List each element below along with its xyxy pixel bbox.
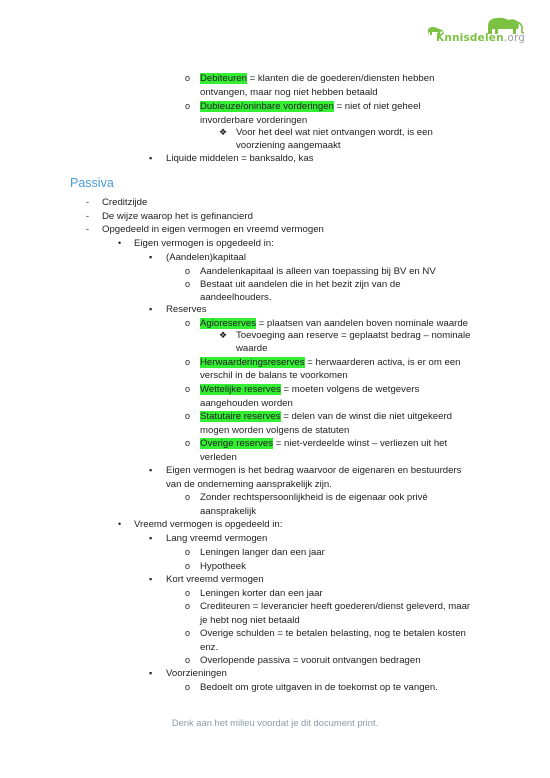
- text-line: [166, 252, 246, 263]
- text-line: [166, 465, 461, 476]
- text-line: [200, 561, 246, 572]
- list-bullet-icon: ❖: [219, 127, 228, 137]
- text-line: [200, 492, 428, 503]
- text-line: [200, 425, 349, 436]
- list-bullet-icon: -: [86, 211, 89, 221]
- text-line: [200, 642, 218, 653]
- line-text: = delen van de winst die niet uitgekeerd: [280, 411, 453, 422]
- text-line: [200, 411, 452, 422]
- line-text: aansprakelijk: [200, 506, 256, 517]
- highlighted-term: Statutaire reserves: [200, 411, 281, 422]
- list-bullet-icon: o: [185, 492, 191, 502]
- line-text: Leningen langer dan een jaar: [200, 547, 325, 558]
- section-heading-passiva: Passiva: [70, 176, 114, 190]
- line-text: Hypotheek: [200, 561, 246, 572]
- line-text: Overige schulden = te betalen belasting, nog te betalen kosten: [200, 628, 466, 639]
- highlighted-term: Dubieuze/oninbare vorderingen: [200, 101, 334, 112]
- line-text: Eigen vermogen is opgedeeld in:: [134, 238, 274, 249]
- text-line: [166, 668, 227, 679]
- text-line: [200, 115, 307, 126]
- list-bullet-icon: o: [185, 279, 191, 289]
- highlighted-term: Herwaarderingsreserves: [200, 357, 305, 368]
- line-text: Overlopende passiva = vooruit ontvangen bedragen: [200, 655, 421, 666]
- list-bullet-icon: ▪: [149, 465, 153, 475]
- line-text: Aandelenkapitaal is alleen van toepassing bij BV en NV: [200, 266, 436, 277]
- text-line: [200, 547, 325, 558]
- list-bullet-icon: o: [185, 682, 191, 692]
- text-line: [236, 343, 267, 354]
- text-line: [200, 318, 468, 329]
- line-text: Lang vreemd vermogen: [166, 533, 268, 544]
- text-line: [200, 506, 256, 517]
- line-text: aangehouden worden: [200, 398, 293, 409]
- list-bullet-icon: o: [185, 411, 191, 421]
- text-line: [102, 197, 147, 208]
- line-text: Crediteuren = leverancier heeft goederen/dienst geleverd, maar: [200, 601, 471, 612]
- line-text: verleden: [200, 452, 237, 463]
- list-bullet-icon: o: [185, 547, 191, 557]
- list-bullet-icon: o: [185, 601, 191, 611]
- line-text: Toevoeging aan reserve = geplaatst bedrag – nominale: [236, 330, 471, 341]
- line-text: mogen worden volgens de statuten: [200, 425, 350, 436]
- list-bullet-icon: o: [185, 266, 191, 276]
- text-line: [200, 601, 470, 612]
- list-bullet-icon: •: [118, 238, 122, 248]
- text-line: [102, 211, 253, 222]
- text-line: [200, 452, 237, 463]
- line-text: (Aandelen)kapitaal: [166, 252, 247, 263]
- list-bullet-icon: o: [185, 101, 191, 111]
- text-line: [236, 127, 433, 138]
- text-line: [166, 533, 267, 544]
- list-bullet-icon: ▪: [149, 252, 153, 262]
- list-bullet-icon: o: [185, 588, 191, 598]
- text-line: [236, 140, 341, 151]
- list-bullet-icon: o: [185, 357, 191, 367]
- list-bullet-icon: ▪: [149, 533, 153, 543]
- logo-text: Knnisdelen.org: [436, 32, 526, 44]
- text-line: [200, 370, 348, 381]
- line-text: enz.: [200, 642, 219, 653]
- list-bullet-icon: o: [185, 628, 191, 638]
- text-line: [166, 153, 313, 164]
- text-line: [200, 292, 271, 303]
- text-line: [200, 73, 434, 84]
- page-footer: Denk aan het milieu voordat je dit document print.: [171, 717, 379, 728]
- site-logo: [418, 14, 538, 50]
- line-text: Opgedeeld in eigen vermogen en vreemd vermogen: [102, 224, 324, 235]
- line-text: Zonder rechtspersoonlijkheid is de eigenaar ook privé: [200, 492, 428, 503]
- line-text: Creditzijde: [102, 197, 148, 208]
- text-line: [166, 304, 207, 315]
- list-bullet-icon: o: [185, 384, 191, 394]
- list-bullet-icon: ❖: [219, 330, 228, 340]
- line-text: Vreemd vermogen is opgedeeld in:: [134, 519, 283, 530]
- text-line: [200, 438, 447, 449]
- text-line: [200, 682, 438, 693]
- text-line: [200, 615, 300, 626]
- text-line: [200, 101, 421, 112]
- highlighted-term: Agioreserves: [200, 318, 256, 329]
- line-text: waarde: [236, 343, 268, 354]
- line-text: van de onderneming aansprakelijk zijn.: [166, 479, 332, 490]
- text-line: [166, 574, 264, 585]
- text-line: [200, 655, 421, 666]
- line-text: Bedoelt om grote uitgaven in de toekomst op te vangen.: [200, 682, 438, 693]
- list-bullet-icon: o: [185, 561, 191, 571]
- line-text: aandeelhouders.: [200, 292, 272, 303]
- list-bullet-icon: o: [185, 655, 191, 665]
- list-bullet-icon: ▪: [149, 668, 153, 678]
- line-text: voorziening aangemaakt: [236, 140, 341, 151]
- list-bullet-icon: -: [86, 224, 89, 234]
- list-bullet-icon: ▪: [149, 153, 153, 163]
- line-text: Voor het deel wat niet ontvangen wordt, is een: [236, 127, 433, 138]
- highlighted-term: Debiteuren: [200, 73, 247, 84]
- list-bullet-icon: -: [86, 197, 89, 207]
- text-line: [134, 519, 282, 530]
- list-bullet-icon: •: [118, 519, 122, 529]
- line-text: = moeten volgens de wetgevers: [280, 384, 420, 395]
- line-text: Eigen vermogen is het bedrag waarvoor de eigenaren en bestuurders: [166, 465, 462, 476]
- line-text: = herwaarderen activa, is er om een: [304, 357, 461, 368]
- list-bullet-icon: o: [185, 73, 191, 83]
- line-text: verschil in de balans te voorkomen: [200, 370, 348, 381]
- text-line: [134, 238, 274, 249]
- line-text: Leningen korter dan een jaar: [200, 588, 323, 599]
- line-text: Voorzieningen: [166, 668, 227, 679]
- text-line: [200, 87, 378, 98]
- line-text: = niet-verdeelde winst – verliezen uit het: [273, 438, 448, 449]
- line-text: Reserves: [166, 304, 207, 315]
- line-text: Liquide middelen = banksaldo, kas: [166, 153, 314, 164]
- text-line: [200, 266, 436, 277]
- line-text: = plaatsen van aandelen boven nominale waarde: [256, 318, 469, 329]
- list-bullet-icon: ▪: [149, 574, 153, 584]
- line-text: ontvangen, maar nog niet hebben betaald: [200, 87, 378, 98]
- highlighted-term: Overige reserves: [200, 438, 274, 449]
- list-bullet-icon: o: [185, 318, 191, 328]
- text-line: [102, 224, 324, 235]
- line-text: = klanten die de goederen/diensten hebben: [246, 73, 435, 84]
- text-line: [200, 279, 401, 290]
- line-text: De wijze waarop het is gefinancierd: [102, 211, 253, 222]
- text-line: [236, 330, 470, 341]
- line-text: invorderbare vorderingen: [200, 115, 308, 126]
- list-bullet-icon: o: [185, 438, 191, 448]
- text-line: [166, 479, 332, 490]
- text-line: [200, 628, 466, 639]
- line-text: Bestaat uit aandelen die in het bezit zijn van de: [200, 279, 401, 290]
- text-line: [200, 357, 461, 368]
- text-line: [200, 588, 323, 599]
- list-bullet-icon: ▪: [149, 304, 153, 314]
- highlighted-term: Wettelijke reserves: [200, 384, 281, 395]
- text-line: [200, 384, 419, 395]
- line-text: Kort vreemd vermogen: [166, 574, 264, 585]
- line-text: je hebt nog niet betaald: [200, 615, 300, 626]
- line-text: = niet of niet geheel: [333, 101, 421, 112]
- text-line: [200, 398, 293, 409]
